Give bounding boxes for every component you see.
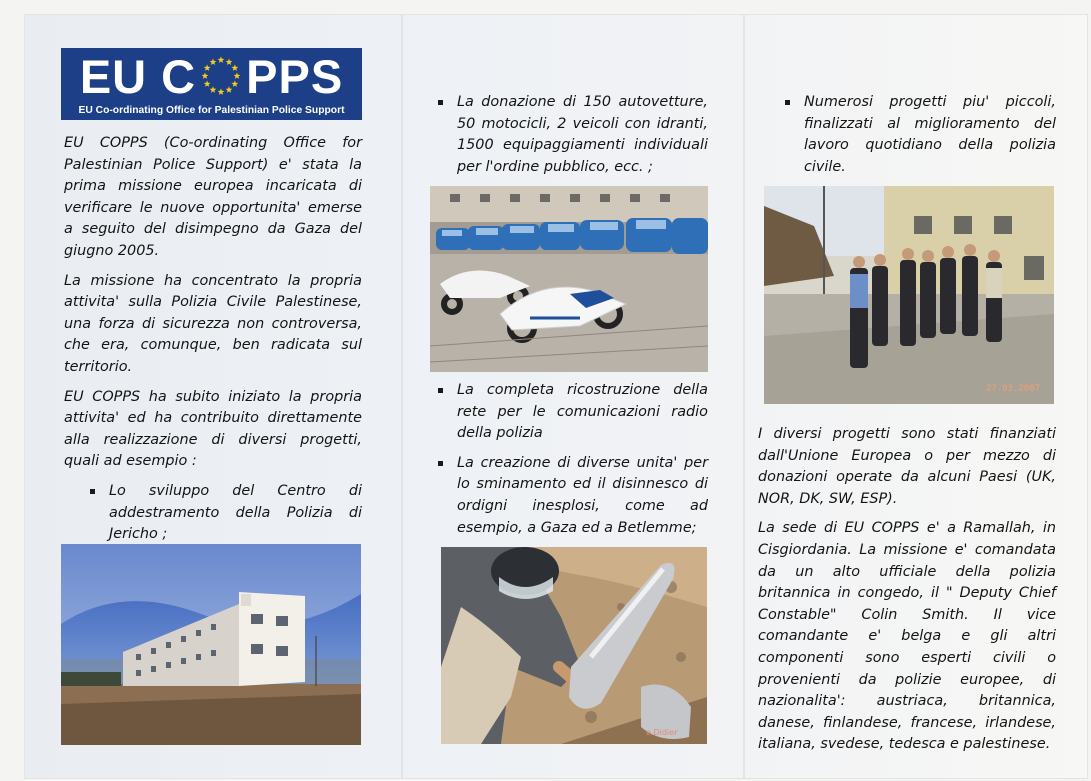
intro-paragraph: EU COPPS (Co-ordinating Office for Palestinian Police Support) e' stata la prima missione europea incaricata di verificare le nuove opportunita' emerse a seguito del disimpegno da Gaza del giugno 2005. xyxy=(64,135,362,259)
page-fold xyxy=(743,15,745,778)
bullet-item: Numerosi progetti piu' piccoli, finalizzati al miglioramento del lavoro quotidiano della polizia civile. xyxy=(779,92,1056,178)
eu-star-icon xyxy=(204,64,211,71)
eu-star-icon xyxy=(218,56,225,63)
projects-paragraph: EU COPPS ha subito iniziato la propria attivita' ed ha contribuito direttamente alla realizzazione di diversi progetti, quali ad esempio : xyxy=(64,388,362,470)
eu-star-icon xyxy=(226,86,233,93)
logo-title: EU C PPS xyxy=(79,50,344,103)
column-2-bottom-text xyxy=(432,380,708,547)
bullet-item: La creazione di diverse unita' per lo sminamento ed il disinnesco di ordigni inesplosi, come ad esempio, a Gaza ed a Betlemme; xyxy=(432,453,708,539)
eu-star-icon xyxy=(218,88,225,95)
eu-star-icon xyxy=(234,72,241,79)
headquarters-paragraph: La sede di EU COPPS e' a Ramallah, in Cisgiordania. La missione e' comandata da un alto ufficiale della polizia britannica in congedo, il " Deputy Chief Constable" Colin Smith. Il vice comandante e' belga e gli altri componenti sono esperti civili o provenienti da polizie europee, di nazionalita': austriaca, britannica, danese, finlandese, francese, irlandese, italiana, svedese, tedesca e palestinese. xyxy=(758,520,1056,753)
eu-star-icon xyxy=(210,59,217,66)
eu-stars-icon xyxy=(197,52,245,100)
police-vehicles-photo xyxy=(430,186,708,372)
demining-photo xyxy=(441,547,707,744)
bullet-item: Lo sviluppo del Centro di addestramento della Polizia di Jericho ; xyxy=(84,481,362,546)
bullet-item: La completa ricostruzione della rete per le comunicazioni radio della polizia xyxy=(432,380,708,445)
column-2-bottom-bullets xyxy=(432,380,708,539)
column-2-top-text xyxy=(432,92,708,186)
eu-copps-logo xyxy=(61,48,362,120)
column-3-text xyxy=(758,424,1056,764)
eu-star-icon xyxy=(210,86,217,93)
page-fold xyxy=(401,15,403,778)
bullet-item: La donazione di 150 autovetture, 50 motocicli, 2 veicoli con idranti, 1500 equipaggiamenti individuali per l'ordine pubblico, ecc. ; xyxy=(432,92,708,178)
eu-star-icon xyxy=(232,64,239,71)
column-3-top-text xyxy=(779,92,1056,186)
column-3-top-bullets xyxy=(779,92,1056,178)
logo-subtitle: EU Co-ordinating Office for Palestinian Police Support xyxy=(78,105,345,116)
column-2-top-bullets xyxy=(432,92,708,178)
svg-text:e.Didier: e.Didier xyxy=(646,728,678,737)
mission-paragraph: La missione ha concentrato la propria attivita' sulla Polizia Civile Palestinese, una forza di sicurezza non controversa, che era, comunque, ben radicata sul territorio. xyxy=(64,272,362,375)
eu-star-icon xyxy=(226,59,233,66)
officials-meeting-photo xyxy=(764,186,1054,404)
eu-star-icon xyxy=(232,80,239,87)
training-center-photo xyxy=(61,544,361,745)
column-1-bullets xyxy=(84,481,362,546)
funding-paragraph: I diversi progetti sono stati finanziati dall'Unione Europea o per mezzo di donazioni operate da alcuni Paesi (UK, NOR, DK, SW, ESP). xyxy=(758,426,1056,507)
column-1-text xyxy=(64,133,362,554)
eu-star-icon xyxy=(204,80,211,87)
photo-date-stamp: 27.03.2007 xyxy=(985,384,1040,394)
eu-star-icon xyxy=(202,72,209,79)
